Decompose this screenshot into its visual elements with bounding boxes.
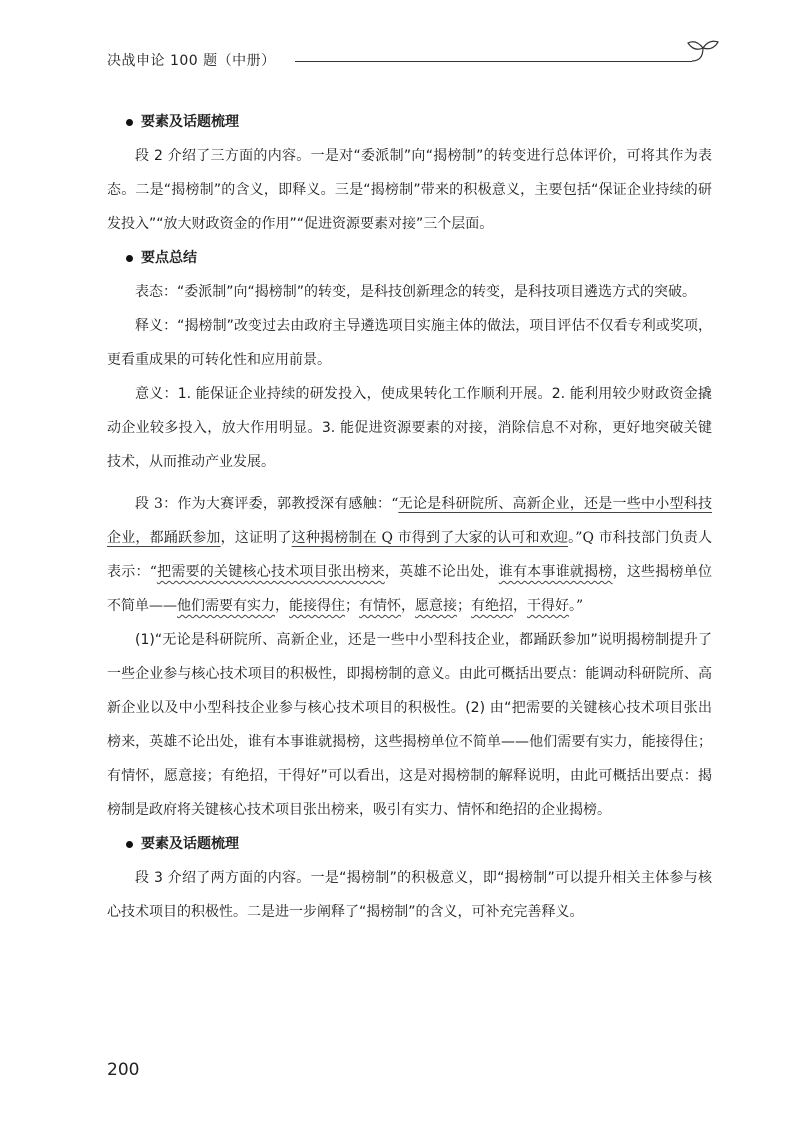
sprout-icon [685, 38, 721, 72]
bullet-icon [126, 255, 133, 262]
paragraph: 意义：1. 能保证企业持续的研发投入，使成果转化工作顺利开展。2. 能利用较少财政资金撬动企业较多投入，放大作用明显。3. 能促进资源要素的对接，消除信息不对称，更好地突破关键技术，从而推动产业发展。 [107, 386, 712, 470]
paragraph: 释义：“揭榜制”改变过去由政府主导遴选项目实施主体的做法，项目评估不仅看专利或奖项，更看重成果的可转化性和应用前景。 [107, 318, 712, 368]
page-body [107, 105, 712, 929]
section-heading: 要素及话题梳理 [107, 105, 712, 139]
section-heading: 要点总结 [107, 241, 712, 275]
page-header [107, 38, 717, 78]
section-heading: 要素及话题梳理 [107, 827, 712, 861]
bullet-icon [126, 119, 133, 126]
paragraph: 表态：“委派制”向“揭榜制”的转变，是科技创新理念的转变，是科技项目遴选方式的突破。 [135, 284, 697, 300]
paragraph: (1)“无论是科研院所、高新企业，还是一些中小型科技企业，都踊跃参加”说明揭榜制提升了一些企业参与核心技术项目的积极性，即揭榜制的意义。由此可概括出要点：能调动科研院所、高新企业以及中小型科技企业参与核心技术项目的积极性。(2) 由“把需要的关键核心技术项目张出榜来，英雄不论出处，谁有本事谁就揭榜，这些揭榜单位不简单——他们需要有实力，能接得住；有情怀，愿意接；有绝招，干得好”可以看出，这是对揭榜制的解释说明，由此可概括出要点：揭榜制是政府将关键核心技术项目张出榜来，吸引有实力、情怀和绝招的企业揭榜。 [107, 632, 712, 818]
source-quote-paragraph: 段 3：作为大赛评委，郭教授深有感触：“无论是科研院所、高新企业，还是一些中小型科技企业，都踊跃参加，这证明了这种揭榜制在 Q 市得到了大家的认可和欢迎。”Q 市科技部门负责人表示：“把需要的关键核心技术项目张出榜来，英雄不论出处，谁有本事谁就揭榜，这些揭榜单位不简单——他们需要有实力，能接得住；有情怀，愿意接；有绝招，干得好。” [107, 496, 712, 614]
book-title: 决战申论 100 题（中册） [107, 53, 276, 69]
bullet-icon [126, 841, 133, 848]
page-number: 200 [107, 1060, 140, 1080]
paragraph: 段 2 介绍了三方面的内容。一是对“委派制”向“揭榜制”的转变进行总体评价，可将其作为表态。二是“揭榜制”的含义，即释义。三是“揭榜制”带来的积极意义，主要包括“保证企业持续的研发投入”“放大财政资金的作用”“促进资源要素对接”三个层面。 [107, 148, 712, 232]
paragraph: 段 3 介绍了两方面的内容。一是“揭榜制”的积极意义，即“揭榜制”可以提升相关主体参与核心技术项目的积极性。二是进一步阐释了“揭榜制”的含义，可补充完善释义。 [107, 870, 712, 920]
header-rule [295, 61, 692, 62]
